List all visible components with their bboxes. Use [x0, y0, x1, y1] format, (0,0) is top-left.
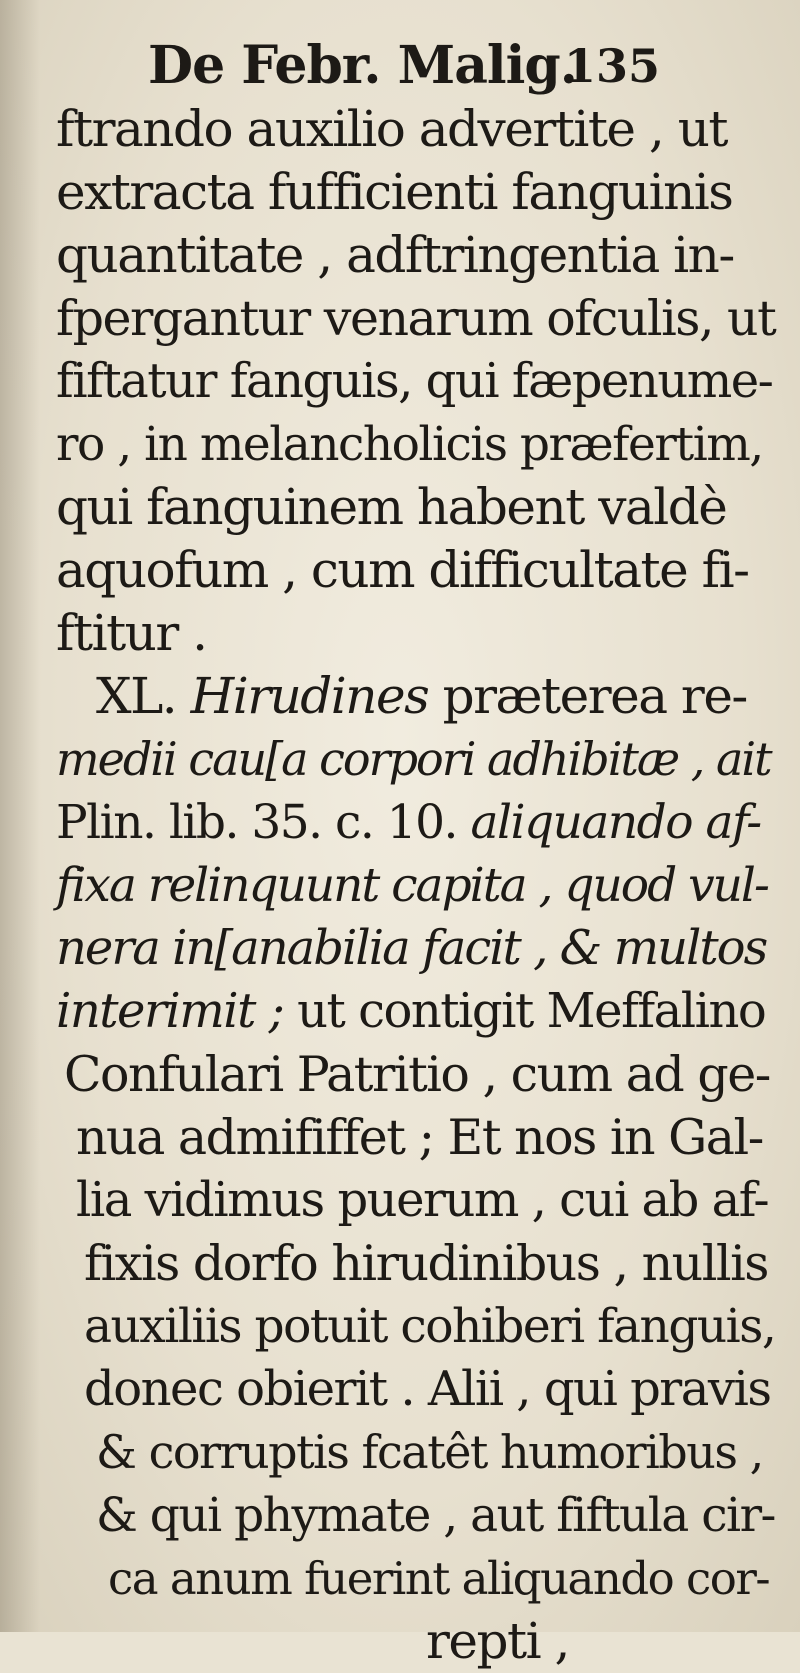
- text-line-italic: nera in[anabilia facit , & multos: [56, 920, 767, 976]
- text-line: & qui phymate , aut fiftula cir-: [96, 1488, 775, 1543]
- text-line: ftitur .: [56, 604, 207, 662]
- text-line-italic: medii cau[a corpori adhibitæ , ait: [56, 732, 771, 786]
- text-line: lia vidimus puerum , cui ab af-: [76, 1172, 769, 1228]
- text-line: donec obierit . Alii , qui pravis: [84, 1361, 771, 1417]
- text-line: nua admififfet ; Et nos in Gal-: [76, 1109, 763, 1166]
- text-line: fiftatur fanguis, qui fæpenume-: [56, 353, 773, 409]
- roman-fragment: ut contigit Meffalino: [297, 983, 766, 1039]
- catchword: repti ,: [426, 1612, 569, 1670]
- text-line: ro , in melancholicis præfertim,: [56, 417, 763, 472]
- section-italic-word: Hirudines: [190, 667, 443, 725]
- citation-quote: aliquando af-: [470, 795, 761, 850]
- running-head: [0, 34, 800, 104]
- section-heading-line: [56, 665, 776, 728]
- text-line: fixis dorfo hirudinibus , nullis: [84, 1235, 768, 1292]
- text-line: ftrando auxilio advertite , ut: [56, 100, 727, 158]
- text-line: quantitate , adftringentia in-: [56, 226, 734, 284]
- body-text: [56, 98, 776, 1673]
- text-line: ca anum fuerint aliquando cor-: [108, 1552, 770, 1605]
- citation-reference: Plin. lib. 35. c. 10.: [56, 795, 471, 850]
- italic-fragment: interimit ;: [56, 983, 298, 1039]
- text-line: auxiliis potuit cohiberi fanguis,: [84, 1299, 776, 1354]
- text-line: Confulari Patritio , cum ad ge-: [64, 1046, 770, 1103]
- page-number: 135: [564, 39, 661, 93]
- text-line: fpergantur venarum ofculis, ut: [56, 290, 776, 347]
- section-rest: præterea re-: [442, 667, 747, 725]
- text-line: [56, 980, 776, 1043]
- running-head-title: De Febr. Malig.: [148, 35, 577, 96]
- citation-line: [56, 791, 776, 854]
- text-line-italic: fixa relinquunt capita , quod vul-: [56, 858, 768, 913]
- text-line: aquofum , cum difficultate fi-: [56, 541, 749, 599]
- section-number: XL.: [96, 667, 191, 725]
- text-line: qui fanguinem habent valdè: [56, 478, 727, 536]
- text-line: & corruptis fcatêt humoribus ,: [96, 1425, 763, 1479]
- gutter-shadow: [0, 0, 40, 1632]
- text-line: extracta fufficienti fanguinis: [56, 163, 733, 221]
